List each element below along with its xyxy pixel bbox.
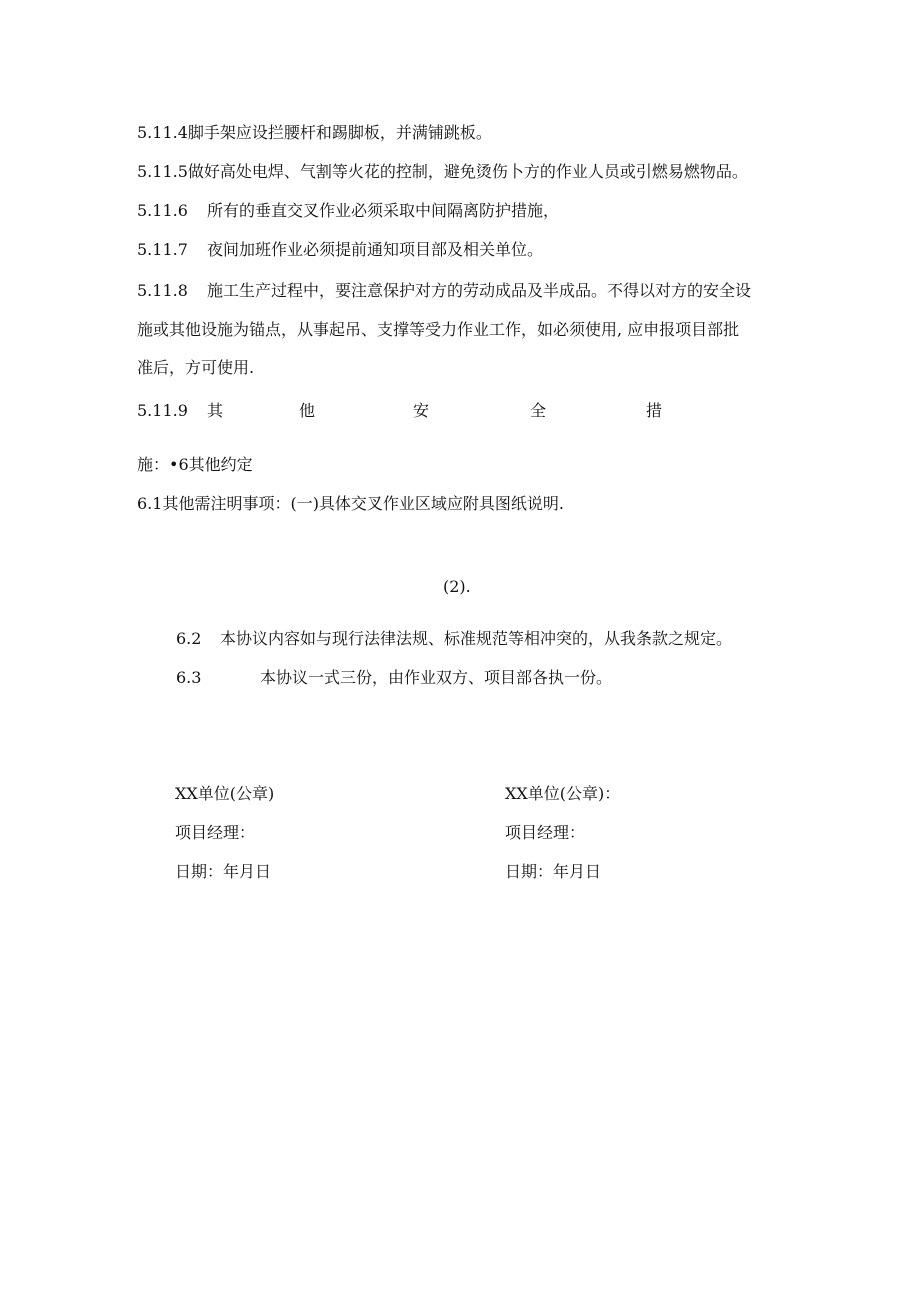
clause-5-11-6	[137, 201, 559, 221]
clause-text-line1: 施工生产过程中，要注意保护对方的劳动成品及半成品。不得以对方的安全设	[207, 281, 752, 300]
signature-unit-seal: XX单位(公章)	[175, 784, 275, 803]
clause-5-11-9-word: 其	[207, 401, 224, 420]
clause-6-1: 6.1其他需注明事项：(一)具体交叉作业区域应附具图纸说明.	[137, 494, 565, 513]
signature-date: 日期：年月日	[505, 862, 602, 881]
clause-5-11-9-word: 安	[413, 401, 430, 420]
clause-5-11-8-line2: 施或其他设施为锚点，从事起吊、支撑等受力作业工作，如必须使用, 应申报项目部批	[137, 320, 740, 339]
clause-number: 6.2	[176, 629, 202, 648]
clause-number: 6.3	[176, 668, 202, 687]
signature-date: 日期：年月日	[175, 862, 272, 881]
signature-unit-seal: XX单位(公章)：	[505, 784, 621, 803]
clause-number: 5.11.6	[137, 201, 188, 220]
clause-5-11-8	[137, 281, 751, 301]
signature-project-manager: 项目经理：	[505, 823, 586, 842]
clause-5-11-9-word: 全	[530, 401, 547, 420]
signature-project-manager: 项目经理：	[175, 823, 256, 842]
clause-5-11-8-line3: 准后，方可使用.	[137, 358, 255, 377]
clause-text: 本协议一式三份，由作业双方、项目部各执一份。	[260, 668, 613, 687]
clause-6-2	[176, 629, 732, 649]
clause-number: 5.11.8	[137, 281, 188, 300]
clause-5-11-4: 5.11.4脚手架应设拦腰杆和踢脚板，并满铺跳板。	[137, 123, 492, 142]
clause-5-11-5: 5.11.5做好高处电焊、气割等火花的控制，避免烫伤卜方的作业人员或引燃易燃物品。	[137, 162, 748, 181]
clause-text: 夜间加班作业必须提前通知项目部及相关单位。	[207, 240, 544, 259]
clause-number: 5.11.7	[137, 240, 188, 259]
clause-text: 本协议内容如与现行法律法规、标准规范等相冲突的，从我条款之规定。	[220, 629, 733, 648]
clause-text: 所有的垂直交叉作业必须采取中间隔离防护措施，	[207, 201, 560, 220]
clause-6-3	[176, 668, 612, 688]
clause-5-11-9-word: 措	[646, 401, 663, 420]
clause-5-11-7	[137, 240, 543, 260]
clause-5-11-9-continuation: 施：•6其他约定	[137, 455, 253, 474]
clause-6-1-item-2: (2).	[443, 577, 471, 596]
clause-5-11-9-word: 他	[299, 401, 316, 420]
clause-5-11-9-number: 5.11.9	[137, 401, 188, 420]
